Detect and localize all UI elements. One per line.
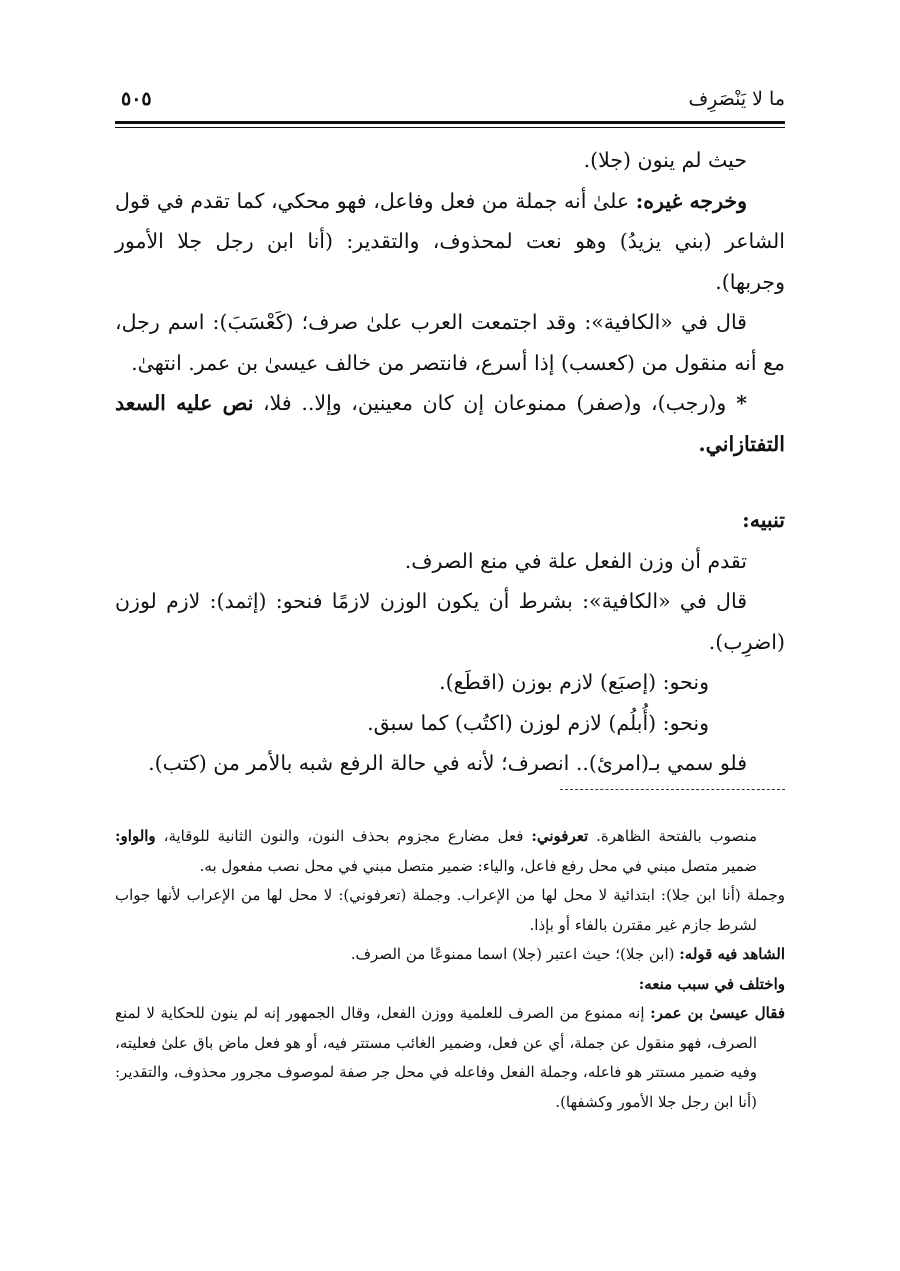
- paragraph: قال في «الكافية»: بشرط أن يكون الوزن لازمًا فنحو: (إثمد): لازم لوزن (اضرِب).: [115, 589, 785, 654]
- star-item: [115, 383, 785, 464]
- paragraph: ونحو: (أُبلُم) لازم لوزن (اكتُب) كما سبق.: [367, 710, 709, 735]
- page-number: ٥٠٥: [121, 88, 152, 110]
- footnote-bold: فقال عيسىٰ بن عمر:: [650, 1004, 785, 1022]
- footnote-paragraph: [115, 999, 785, 1117]
- footnote-text: فعل مضارع مجزوم بحذف النون، والنون الثانية للوقاية،: [155, 827, 532, 845]
- footnote-text: منصوب بالفتحة الظاهرة.: [588, 827, 757, 845]
- bold-lead: وخرجه غيره:: [635, 188, 747, 213]
- footnote-bold: والواو:: [115, 827, 156, 845]
- paragraph: قال في «الكافية»: وقد اجتمعت العرب علىٰ صرف؛ (كَعْسَبَ): اسم رجل، مع أنه منقول من (كعسب) إذا أسرع، فانتصر من خالف عيسىٰ بن عمر. انتهىٰ.: [115, 310, 785, 375]
- footnote-text: إنه ممنوع من الصرف للعلمية ووزن الفعل، وقال الجمهور إنه لم ينون للحكاية لا لمنع الصرف، فهو منقول عن جملة، أي عن فعل، وضمير الغائب مستتر فيه، أو هو فعل ماض باق علىٰ فعليته، وفيه ضمير مستتر هو فاعله، وجملة الفعل وفاعله في محل جر صفة لموصوف مجرور محذوف، والتقدير: (أنا ابن رجل جلا الأمور وكشفها).: [115, 1004, 757, 1111]
- footnote-text: (ابن جلا)؛ حيث اعتبر (جلا) اسما ممنوعًا من الصرف.: [350, 945, 680, 963]
- running-title: ما لا يَنْصَرِف: [688, 88, 785, 110]
- footnote-divider: [560, 789, 785, 790]
- paragraph: فلو سمي بـ(امرئ).. انصرف؛ لأنه في حالة الرفع شبه بالأمر من (كتب).: [148, 751, 747, 775]
- footnote-bold: واختلف في سبب منعه:: [638, 974, 785, 993]
- header-rule-thin: [115, 127, 785, 128]
- footnote-paragraph: [115, 822, 785, 881]
- bold-tail: نص عليه السعد التفتازاني.: [115, 391, 785, 456]
- page-header: [115, 84, 785, 120]
- paragraph: [115, 181, 785, 303]
- footnote-bold: الشاهد فيه قوله:: [679, 945, 785, 963]
- footnote-paragraph: [115, 970, 785, 1000]
- paragraph: تقدم أن وزن الفعل علة في منع الصرف.: [404, 548, 747, 573]
- footnote-bold: تعرفوني:: [531, 827, 589, 845]
- note-heading: تنبيه:: [742, 508, 785, 532]
- footnote-paragraph: وجملة (أنا ابن جلا): ابتدائية لا محل لها من الإعراب. وجملة (تعرفوني): لا محل لها من الإعراب لأنها جواب لشرط جازم غير مقترن بالفاء أو بإذا.: [115, 886, 785, 934]
- paragraph-text: و(رجب)، و(صفر) ممنوعان إن كان معينين، وإلا.. فلا،: [253, 391, 727, 415]
- main-text: [115, 140, 785, 784]
- paragraph: حيث لم ينون (جلا).: [583, 148, 747, 172]
- footnote-text: ضمير متصل مبني في محل رفع فاعل، والياء: ضمير متصل مبني في محل نصب مفعول به.: [199, 856, 757, 875]
- paragraph-text: علىٰ أنه جملة من فعل وفاعل، فهو محكي، كما تقدم في قول الشاعر (بني يزيدُ) وهو نعت لمحذوف، والتقدير: (أنا ابن رجل جلا الأمور وجربها).: [115, 188, 785, 294]
- footnotes: [115, 822, 785, 1117]
- paragraph: ونحو: (إصبَع) لازم بوزن (اقطَع).: [439, 670, 709, 694]
- header-rule-thick: [115, 121, 785, 124]
- star-bullet: *: [736, 391, 748, 415]
- footnote-paragraph: [115, 940, 785, 970]
